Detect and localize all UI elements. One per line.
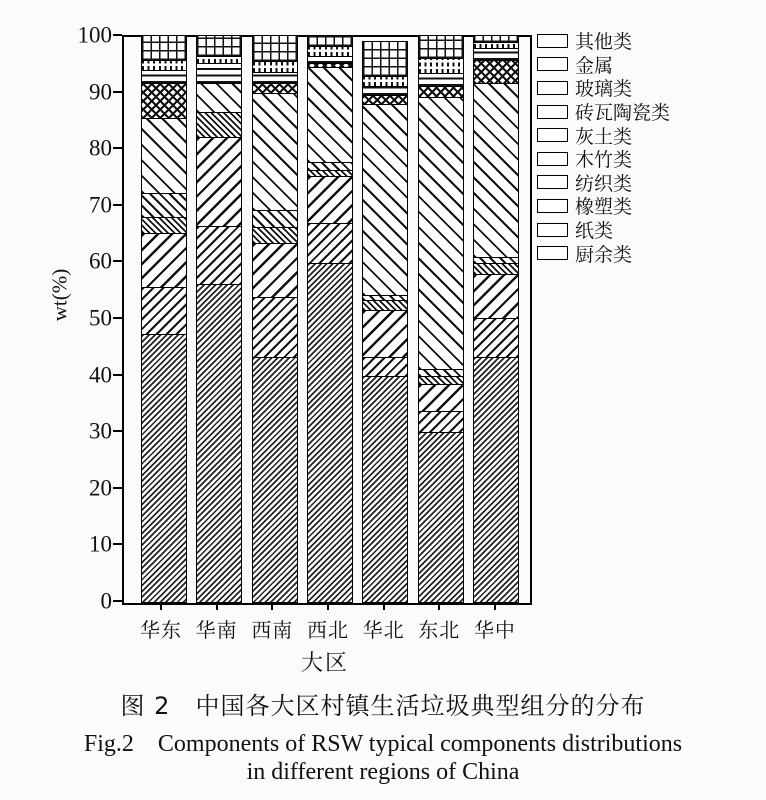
- segment-金属: [308, 46, 352, 56]
- x-tick-mark: [383, 603, 385, 610]
- segment-纸类: [308, 223, 352, 263]
- segment-橡塑类: [142, 233, 186, 287]
- segment-玻璃类: [474, 48, 518, 60]
- y-tick-mark: [113, 204, 122, 206]
- segment-玻璃类: [308, 56, 352, 63]
- segment-砖瓦陶瓷类: [474, 60, 518, 83]
- x-tick-mark: [160, 603, 162, 610]
- legend-swatch-icon: [537, 57, 568, 71]
- x-category-label-华中: 华中: [473, 618, 516, 642]
- legend-item-木竹类: [537, 147, 670, 171]
- segment-灰土类: [474, 83, 518, 257]
- segment-橡塑类: [197, 137, 241, 226]
- legend-item-其他类: [537, 29, 670, 53]
- y-tick-label: 20: [89, 475, 112, 501]
- segment-纺织类: [142, 217, 186, 233]
- segment-灰土类: [363, 104, 407, 295]
- segment-灰土类: [419, 97, 463, 369]
- bars: [124, 37, 530, 603]
- legend-label: 木竹类: [575, 149, 633, 172]
- y-axis-title: wt(%): [47, 268, 72, 322]
- stacked-bar-西北: [307, 35, 353, 603]
- segment-橡塑类: [419, 384, 463, 411]
- y-tick-label: 10: [89, 531, 112, 557]
- x-tick-cell: [139, 603, 183, 610]
- x-category-label-华北: 华北: [362, 618, 405, 642]
- segment-橡塑类: [308, 176, 352, 223]
- segment-橡塑类: [474, 274, 518, 319]
- x-tick-cell: [362, 603, 406, 610]
- segment-厨余类: [197, 284, 241, 602]
- y-tick-mark: [113, 600, 122, 602]
- segment-玻璃类: [419, 73, 463, 87]
- segment-木竹类: [419, 369, 463, 376]
- segment-木竹类: [474, 257, 518, 264]
- legend-label: 砖瓦陶瓷类: [575, 102, 671, 125]
- y-tick-label: 80: [89, 135, 112, 161]
- stacked-bar-东北: [418, 35, 464, 603]
- segment-其他类: [197, 36, 241, 56]
- segment-砖瓦陶瓷类: [363, 95, 407, 105]
- segment-金属: [419, 58, 463, 73]
- segment-纺织类: [474, 263, 518, 273]
- segment-木竹类: [253, 210, 297, 227]
- segment-厨余类: [142, 334, 186, 602]
- legend-item-灰土类: [537, 123, 670, 147]
- y-tick-mark: [113, 374, 122, 376]
- segment-玻璃类: [197, 63, 241, 83]
- plot-area: [122, 35, 532, 605]
- x-tick-mark: [438, 603, 440, 610]
- legend-swatch-icon: [537, 246, 568, 260]
- segment-厨余类: [419, 432, 463, 602]
- segment-其他类: [253, 36, 297, 61]
- legend-swatch-icon: [537, 128, 568, 142]
- x-axis-labels: [122, 614, 528, 643]
- segment-灰土类: [197, 83, 241, 112]
- x-tick-cell: [473, 603, 517, 610]
- segment-玻璃类: [253, 72, 297, 83]
- segment-橡塑类: [253, 243, 297, 297]
- caption-zh: 图 2 中国各大区村镇生活垃圾典型组分的分布: [120, 692, 646, 720]
- legend-item-橡塑类: [537, 194, 670, 218]
- segment-玻璃类: [142, 70, 186, 83]
- legend-label: 金属: [575, 54, 614, 77]
- legend-item-玻璃类: [537, 76, 670, 100]
- segment-纸类: [142, 287, 186, 333]
- legend-item-纸类: [537, 218, 670, 242]
- x-axis-ticks: [122, 603, 528, 610]
- y-tick-mark: [113, 260, 122, 262]
- y-tick-mark: [113, 34, 122, 36]
- segment-其他类: [419, 36, 463, 58]
- segment-厨余类: [474, 357, 518, 602]
- legend-label: 厨余类: [575, 243, 633, 266]
- segment-厨余类: [308, 263, 352, 601]
- legend-swatch-icon: [537, 223, 568, 237]
- legend-label: 纺织类: [575, 172, 633, 195]
- segment-橡塑类: [363, 310, 407, 357]
- stacked-bar-华中: [473, 35, 519, 603]
- y-tick-label: 70: [89, 192, 112, 218]
- y-tick-label: 0: [100, 588, 112, 614]
- stacked-bar-华东: [141, 35, 187, 603]
- segment-厨余类: [253, 357, 297, 602]
- segment-木竹类: [308, 162, 352, 170]
- y-tick-label: 40: [89, 362, 112, 388]
- stacked-bar-西南: [252, 35, 298, 603]
- segment-灰土类: [253, 93, 297, 210]
- segment-灰土类: [142, 118, 186, 193]
- legend-label: 其他类: [575, 31, 633, 54]
- legend-item-纺织类: [537, 171, 670, 195]
- segment-纸类: [363, 357, 407, 375]
- x-tick-mark: [271, 603, 273, 610]
- legend-label: 纸类: [575, 220, 614, 243]
- y-tick-mark: [113, 430, 122, 432]
- segment-砖瓦陶瓷类: [419, 86, 463, 96]
- segment-其他类: [142, 36, 186, 60]
- segment-纺织类: [363, 300, 407, 310]
- segment-纺织类: [308, 170, 352, 177]
- x-tick-cell: [306, 603, 350, 610]
- legend-label: 橡塑类: [575, 196, 633, 219]
- stacked-bar-华北: [362, 41, 408, 603]
- caption-en-line2: in different regions of China: [246, 759, 520, 785]
- legend-item-厨余类: [537, 241, 670, 265]
- segment-纺织类: [197, 112, 241, 137]
- segment-金属: [253, 61, 297, 71]
- segment-纸类: [253, 297, 297, 358]
- y-tick-label: 100: [77, 22, 112, 48]
- segment-金属: [142, 60, 186, 70]
- segment-其他类: [363, 42, 407, 77]
- legend-swatch-icon: [537, 199, 568, 213]
- legend-swatch-icon: [537, 34, 568, 48]
- x-tick-mark: [216, 603, 218, 610]
- y-tick-mark: [113, 317, 122, 319]
- x-tick-mark: [494, 603, 496, 610]
- segment-金属: [363, 76, 407, 86]
- segment-纸类: [474, 318, 518, 356]
- x-tick-cell: [250, 603, 294, 610]
- stacked-bar-华南: [196, 35, 242, 603]
- legend: [537, 29, 670, 265]
- x-category-label-西南: 西南: [251, 618, 294, 642]
- x-category-label-华东: 华东: [140, 618, 182, 642]
- y-tick-mark: [113, 543, 122, 545]
- segment-纸类: [197, 226, 241, 284]
- legend-swatch-icon: [537, 175, 568, 189]
- segment-灰土类: [308, 67, 352, 162]
- x-tick-mark: [327, 603, 329, 610]
- segment-玻璃类: [363, 86, 407, 94]
- legend-label: 灰土类: [575, 125, 633, 148]
- segment-纸类: [419, 411, 463, 433]
- y-tick-mark: [113, 487, 122, 489]
- x-axis-title: 大区: [300, 651, 349, 676]
- legend-label: 玻璃类: [575, 78, 633, 101]
- x-category-label-华南: 华南: [195, 618, 238, 642]
- legend-item-砖瓦陶瓷类: [537, 100, 670, 124]
- legend-item-金属: [537, 53, 670, 77]
- y-tick-label: 60: [89, 248, 112, 274]
- segment-砖瓦陶瓷类: [253, 83, 297, 93]
- segment-金属: [197, 56, 241, 63]
- caption-en-line1: Fig.2 Components of RSW typical components distributions: [83, 731, 683, 757]
- y-tick-label: 50: [89, 305, 112, 331]
- legend-swatch-icon: [537, 81, 568, 95]
- x-category-label-东北: 东北: [418, 618, 461, 642]
- y-tick-mark: [113, 91, 122, 93]
- segment-其他类: [308, 36, 352, 46]
- segment-木竹类: [142, 193, 186, 217]
- segment-纺织类: [419, 376, 463, 384]
- legend-swatch-icon: [537, 105, 568, 119]
- y-tick-mark: [113, 147, 122, 149]
- segment-厨余类: [363, 376, 407, 602]
- x-category-label-西北: 西北: [306, 618, 349, 642]
- y-tick-label: 30: [89, 418, 112, 444]
- legend-swatch-icon: [537, 152, 568, 166]
- segment-纺织类: [253, 227, 297, 243]
- y-tick-label: 90: [89, 79, 112, 105]
- x-tick-cell: [417, 603, 461, 610]
- x-tick-cell: [195, 603, 239, 610]
- segment-砖瓦陶瓷类: [142, 83, 186, 118]
